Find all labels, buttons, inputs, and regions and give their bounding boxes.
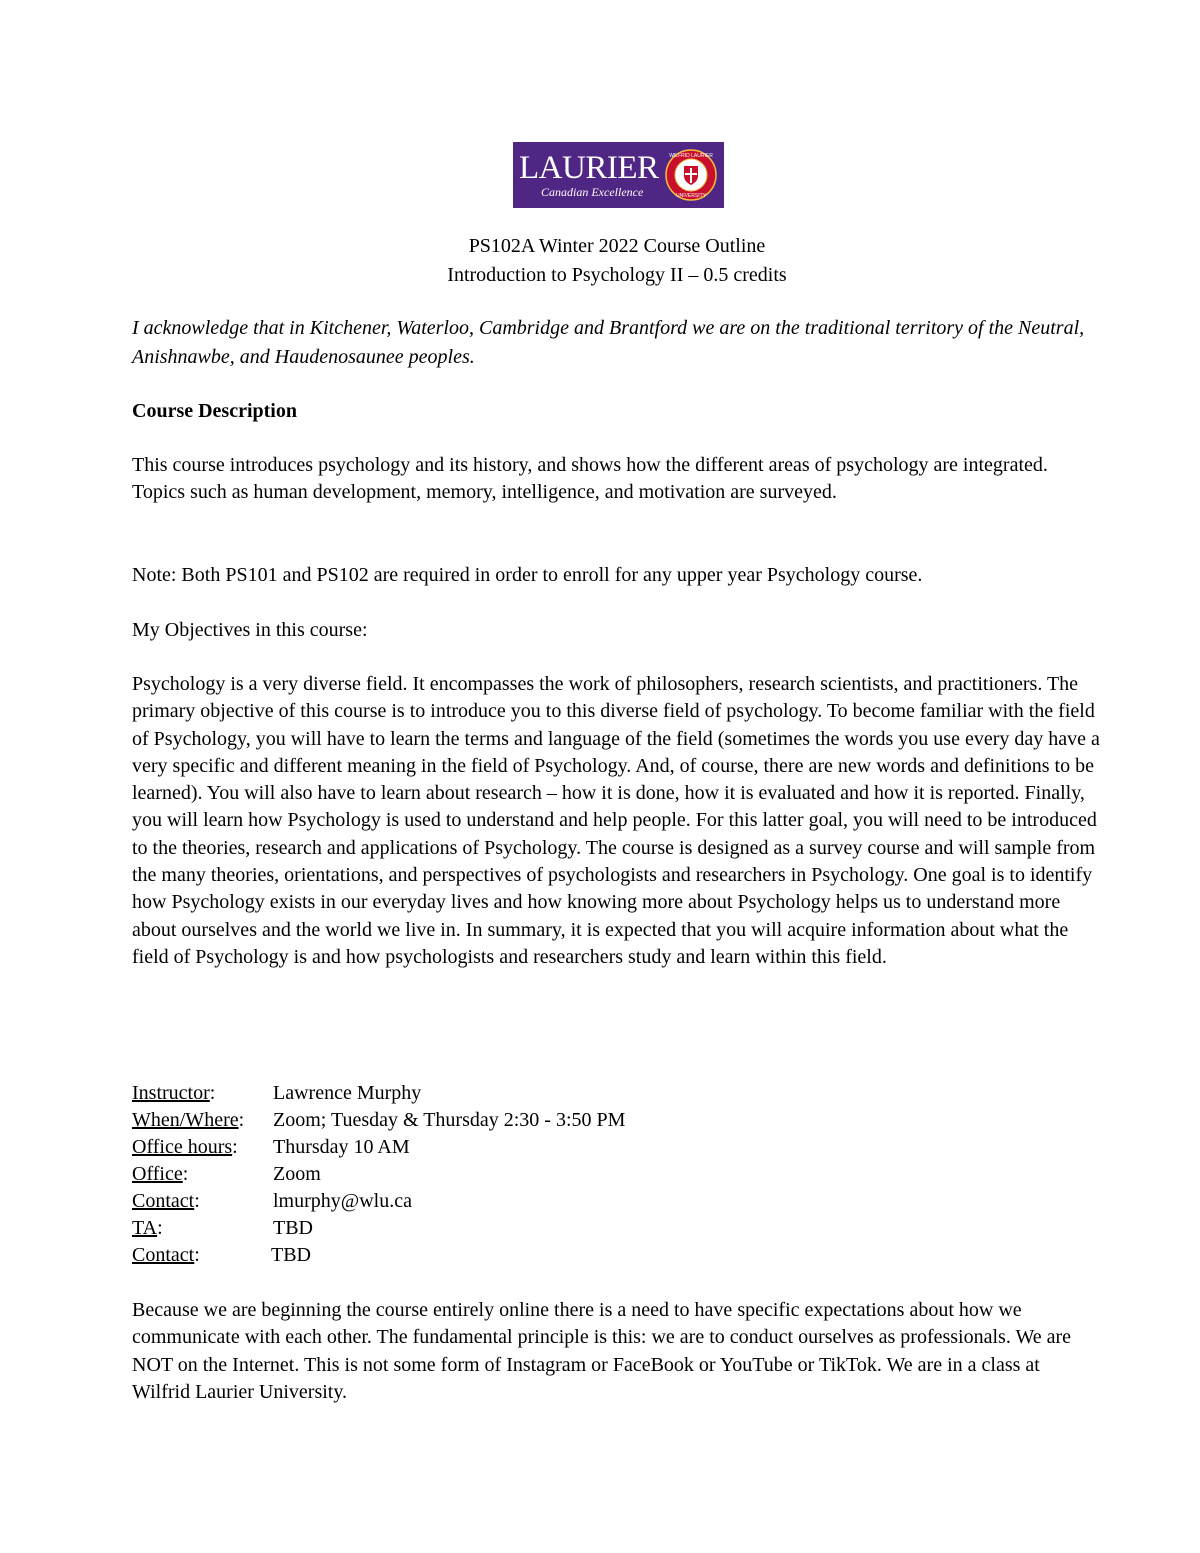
info-value: TBD — [273, 1217, 313, 1239]
land-acknowledgement: I acknowledge that in Kitchener, Waterloo, Cambridge and Brantford we are on the traditional territory of the Neutral, Anishnawbe, and Haudenosaunee peoples. — [132, 317, 1085, 368]
course-description-heading: Course Description — [132, 400, 297, 422]
objectives-label: My Objectives in this course: — [132, 619, 368, 641]
prerequisite-note: Note: Both PS101 and PS102 are required in order to enroll for any upper year Psychology course. — [132, 564, 923, 586]
info-row-ta: TA: TBD — [132, 1217, 313, 1239]
info-row-instructor: Instructor: Lawrence Murphy — [132, 1082, 422, 1104]
university-crest-icon — [665, 149, 717, 201]
info-value: Lawrence Murphy — [273, 1082, 422, 1104]
svg-text:WILFRID LAURIER: WILFRID LAURIER — [668, 153, 713, 159]
info-label: Office — [132, 1163, 183, 1185]
info-value: Thursday 10 AM — [273, 1136, 410, 1158]
info-row-when-where: When/Where: Zoom; Tuesday & Thursday 2:30 - 3:50 PM — [132, 1109, 626, 1131]
course-title: PS102A Winter 2022 Course Outline — [468, 235, 766, 257]
info-row-contact: Contact: lmurphy@wlu.ca — [132, 1190, 412, 1212]
info-row-ta-contact: Contact: TBD — [132, 1244, 311, 1266]
info-label: Instructor — [132, 1082, 210, 1104]
info-value: Zoom; Tuesday & Thursday 2:30 - 3:50 PM — [273, 1109, 626, 1131]
course-description-body: This course introduces psychology and its history, and shows how the different areas of psychology are integrated. Topics such as human development, memory, intelligence, and motivation are surveyed. — [132, 454, 1048, 504]
info-row-office: Office: Zoom — [132, 1163, 321, 1185]
svg-text:UNIVERSITY: UNIVERSITY — [675, 193, 706, 199]
course-title-block — [132, 232, 1102, 290]
info-value: TBD — [271, 1244, 311, 1266]
instructor-email: lmurphy@wlu.ca — [273, 1190, 412, 1212]
logo-wordmark: LAURIER — [519, 150, 659, 186]
objectives-body: Psychology is a very diverse field. It encompasses the work of philosophers, research scientists, and practitioners. The primary objective of this course is to introduce you to this diverse field of psychology. To become familiar with the field of Psychology, you will have to learn the terms and language of the field (sometimes the words you use every day have a very specific and different meaning in the field of Psychology. And, of course, there are new words and definitions to be learned). You will also have to learn about research – how it is done, how it is evaluated and how it is reported. Finally, you will learn how Psychology is used to understand and help people. For this latter goal, you will need to be introduced to the theories, research and applications of Psychology. The course is designed as a survey course and will sample from the many theories, orientations, and perspectives of psychologists and researchers in Psychology. One goal is to identify how Psychology exists in our everyday lives and how knowing more about Psychology helps us to understand more about ourselves and the world we live in. In summary, it is expected that you will acquire information about what the field of Psychology is and how psychologists and researchers study and learn within this field. — [132, 673, 1100, 968]
info-row-office-hours: Office hours: Thursday 10 AM — [132, 1136, 410, 1158]
laurier-logo — [513, 142, 724, 208]
info-label: TA — [132, 1217, 158, 1239]
info-label: When/Where — [132, 1109, 239, 1131]
info-label: Contact — [132, 1244, 195, 1266]
closing-paragraph: Because we are beginning the course entirely online there is a need to have specific expectations about how we communicate with each other. The fundamental principle is this: we are to conduct ourselves as professionals. We are NOT on the Internet. This is not some form of Instagram or FaceBook or YouTube or TikTok. We are in a class at Wilfrid Laurier University. — [132, 1299, 1072, 1403]
logo-tagline: Canadian Excellence — [541, 185, 644, 199]
info-label: Office hours — [132, 1136, 233, 1158]
course-subtitle: Introduction to Psychology II – 0.5 credits — [447, 264, 787, 286]
info-value: Zoom — [273, 1163, 321, 1185]
info-label: Contact — [132, 1190, 195, 1212]
